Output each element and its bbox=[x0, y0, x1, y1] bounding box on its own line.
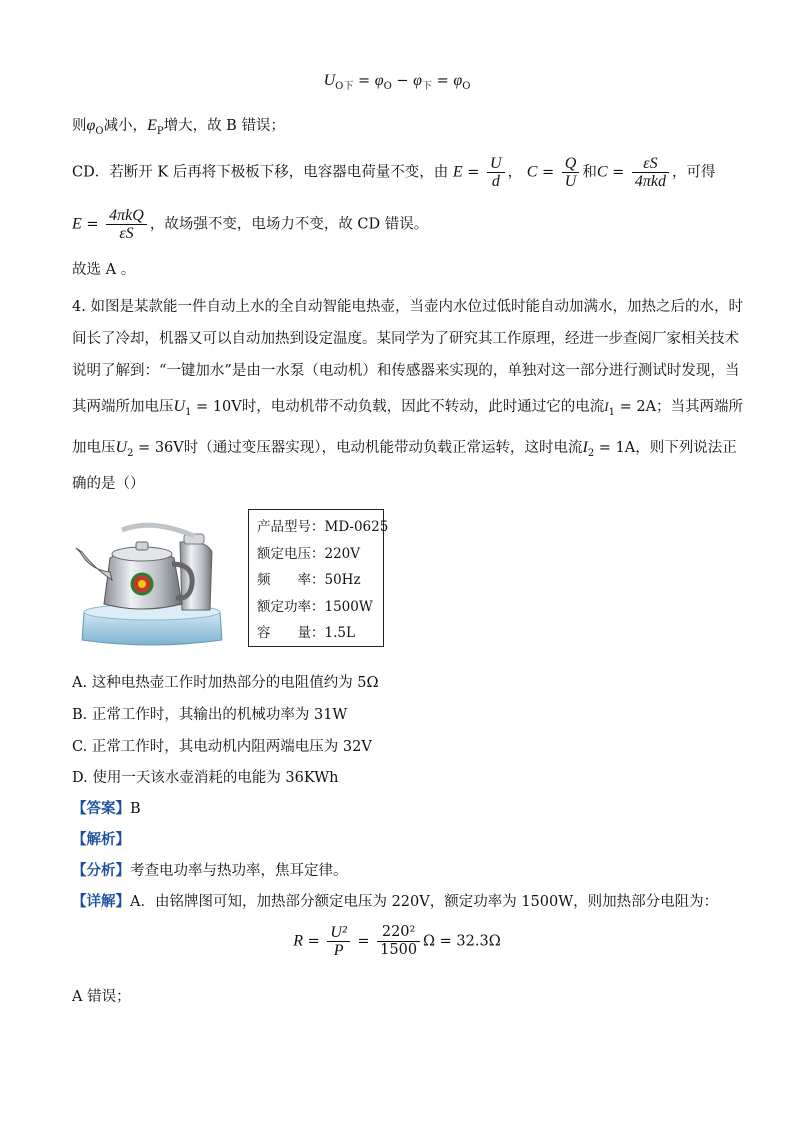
formula-resistance: R = $\frac{\text{U²}}{P}$ = $\frac{\text{220²}}{1500}$ Ω = 32.3Ω bbox=[293, 924, 501, 959]
question4-line1: 4. 如图是某款能一件自动上水的全自动智能电热壶，当壶内水位过低时能自动加满水，加热之后的水，时 bbox=[72, 299, 743, 315]
question4-line6: 确的是（） bbox=[72, 476, 145, 492]
nameplate-table bbox=[248, 509, 389, 647]
option-c: C. 正常工作时，其电动机内阻两端电压为 32V bbox=[72, 739, 372, 755]
question4-line4: 其两端所加电压$U_1 = 10V$时，电动机带不动负载，因此不转动，此时通过它的电流$I_1 = 2A$；当其两端所 bbox=[72, 398, 744, 418]
fenxi-line: 【分析】考查电功率与热功率，焦耳定律。 bbox=[72, 862, 348, 879]
question4-line3: 说明了解到：“一键加水”是由一水泵（电动机）和传感器来实现的，单独对这一部分进行测试时发现，当 bbox=[72, 363, 740, 379]
text-line-e: E = $\frac{\text{4πkQ}}{\varepsilon S}$ ，故场强不变，电场力不变，故 CD 错误。 bbox=[72, 207, 429, 242]
nameplate-power: 额定功率：1500W bbox=[257, 598, 373, 615]
nameplate-voltage: 额定电压：220V bbox=[257, 545, 361, 562]
option-b: B. 正常工作时，其输出的机械功率为 31W bbox=[72, 707, 348, 723]
option-d: D. 使用一天该水壶消耗的电能为 36KWh bbox=[72, 770, 339, 786]
option-a: A. 这种电热壶工作时加热部分的电阻值约为 5Ω bbox=[72, 675, 379, 691]
xiangjie-line: 【详解】A．由铭牌图可知，加热部分额定电压为 220V，额定功率为 1500W，则加热部分电阻为： bbox=[72, 893, 719, 910]
text-line-b-wrong: 则$\varphi_O$减小，$E_P$增大，故 B 错误； bbox=[72, 117, 285, 137]
text-line-cd: CD．若断开 K 后再将下极板下移，电容器电荷量不变，由 E = $\frac{U}{d}$ ， C = $\frac{Q}{U}$ 和C = $\frac{\varepsilon S}{\text{4πkd}}$ ，可得 bbox=[72, 155, 716, 190]
electric-kettle-illustration bbox=[72, 512, 232, 650]
question4-line5: 加电压$U_2 = 36V$时（通过变压器实现），电动机能带动负载正常运转，这时电流$I_2 = 1A$，则下列说法正 bbox=[72, 439, 737, 459]
formula-potential: $U_{O下} = \varphi_O - \varphi_下 = \varphi_O$ bbox=[323, 72, 471, 92]
text-a-wrong: A 错误； bbox=[72, 989, 131, 1005]
answer-line: 【答案】B bbox=[72, 800, 141, 817]
analysis-label: 【解析】 bbox=[72, 831, 130, 848]
nameplate-capacity: 容 量：1.5L bbox=[257, 625, 355, 641]
nameplate-model: 产品型号：MD-0625 bbox=[257, 519, 389, 535]
text-choose-a: 故选 A 。 bbox=[72, 262, 136, 278]
question4-line2: 间长了冷却，机器又可以自动加热到设定温度。某同学为了研究其工作原理，经进一步查阅厂家相关技术 bbox=[72, 331, 739, 347]
nameplate-frequency: 频 率：50Hz bbox=[257, 572, 361, 588]
